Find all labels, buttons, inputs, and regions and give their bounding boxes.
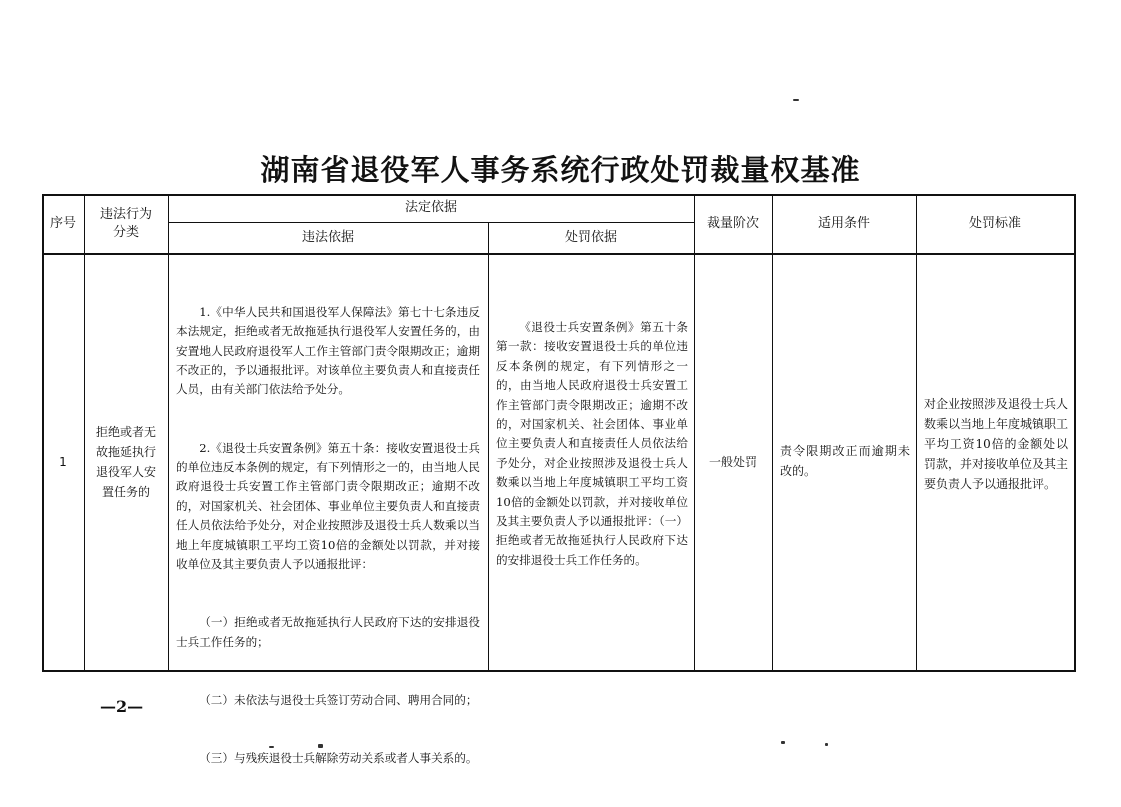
row-standard: 对企业按照涉及退役士兵人数乘以当地上年度城镇职工平均工资10倍的金额处以罚款，并对接收单位及其主要负责人予以通报批评。 [924,397,1069,491]
violation-item-3: （一）拒绝或者无故拖延执行人民政府下达的安排退役士兵工作任务的； [176,615,480,649]
header-level: 裁量阶次 [706,215,759,231]
col-divider-3 [488,222,489,671]
violation-item-2: 2.《退役士兵安置条例》第五十条：接收安置退役士兵的单位违反本条例的规定，有下列情形之一的，由当地人民政府退役士兵安置工作主管部门责令限期改正；逾期不改的，对国家机关、社会团体、事业单位主要负责人和直接责任人员依法给予处分，对企业按照涉及退役士兵人数乘以当地上年度城镇职工平均工资10倍的金额处以罚款，并对接收单位及其主要负责人予以通报批评： [176,440,480,572]
row-category: 拒绝或者无 故拖延执行 退役军人安 置任务的 [95,425,156,499]
violation-item-5: （三）与残疾退役士兵解除劳动关系或者人事关系的。 [199,751,478,766]
row-seq: 1 [59,455,67,469]
header-standard: 处罚标准 [968,215,1021,231]
scan-speck [781,741,785,744]
header-conditions: 适用条件 [817,215,870,231]
header-legal-basis: 法定依据 [404,200,457,215]
row-penalty-basis: 《退役士兵安置条例》第五十条第一款：接收安置退役士兵的单位违反本条例的规定，有下列情形之一的，由当地人民政府退役士兵安置工作主管部门责令限期改正；逾期不改的，对国家机关、社会团体、事业单位主要负责人和直接责任人员依法给予处分，对企业按照涉及退役士兵人数乘以当地上年度城镇职工平均工资10倍的金额处以罚款，并对接收单位及其主要负责人予以通报批评：（一）拒绝或者无故拖延执行人民政府下达的安排退役士兵工作任务的。 [496,320,688,567]
row-violation-basis [176,264,480,807]
table-divider-header [42,253,1076,255]
row-conditions: 责令限期改正而逾期未改的。 [780,444,910,478]
header-penalty-basis: 处罚依据 [564,229,617,245]
document-title: 湖南省退役军人事务系统行政处罚裁量权基准 [260,153,861,187]
scan-speck [269,746,274,748]
col-divider-6 [916,194,917,671]
col-divider-5 [772,194,773,671]
header-category: 违法行为 分类 [99,206,152,240]
col-divider-2 [168,194,169,671]
header-violation-basis: 违法依据 [301,229,354,245]
scan-speck [318,744,323,748]
scan-speck [825,743,828,746]
row-level: 一般处罚 [708,455,757,469]
table-border-right [1074,194,1076,671]
header-seq: 序号 [49,215,76,231]
scan-speck [793,99,799,101]
violation-item-1: 1.《中华人民共和国退役军人保障法》第七十七条违反本法规定，拒绝或者无故拖延执行退役军人安置任务的，由安置地人民政府退役军人工作主管部门责令限期改正；逾期不改正的，予以通报批评。对该单位主要负责人和直接责任人员，由有关部门依法给予处分。 [176,304,480,397]
penalty-table [42,194,1076,766]
page-number: —2— [100,697,144,716]
violation-item-4: （二）未依法与退役士兵签订劳动合同、聘用合同的； [199,692,478,707]
